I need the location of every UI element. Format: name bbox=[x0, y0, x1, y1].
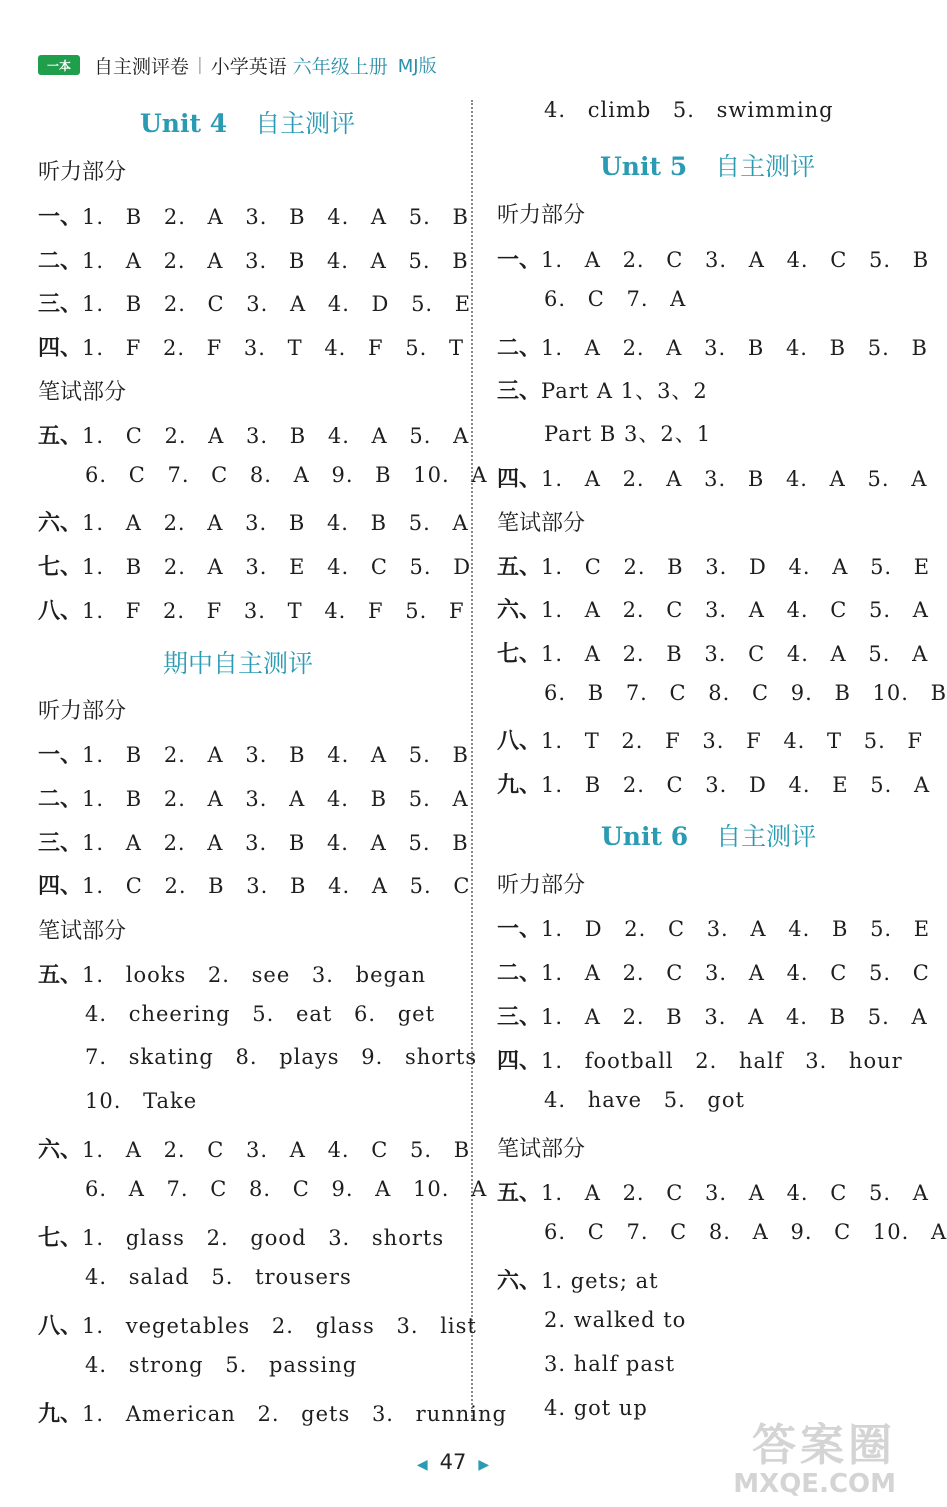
page-number: 47 bbox=[439, 1450, 467, 1474]
answer-row: 四、1. football 2. half 3. hour bbox=[497, 1049, 903, 1074]
answer-row: 七、1. B 2. A 3. E 4. C 5. D bbox=[38, 555, 472, 580]
answer-row: 3. half past bbox=[544, 1352, 676, 1376]
unit4-label: Unit 4 bbox=[140, 109, 228, 138]
answer-row: 6. C 7. C 8. A 9. B 10. A bbox=[85, 463, 488, 487]
column-divider bbox=[471, 100, 473, 1420]
answer-row: 四、1. C 2. B 3. B 4. A 5. C bbox=[38, 874, 471, 899]
answer-row: 五、1. A 2. C 3. A 4. C 5. A bbox=[497, 1181, 929, 1206]
answer-row: 八、1. vegetables 2. glass 3. list bbox=[38, 1314, 477, 1339]
answer-row: 4. cheering 5. eat 6. get bbox=[85, 1002, 436, 1026]
prev-page-icon[interactable]: ◀ bbox=[416, 1457, 428, 1473]
answer-row: 一、1. B 2. A 3. B 4. A 5. B bbox=[38, 743, 469, 768]
answer-row: 五、1. C 2. A 3. B 4. A 5. A bbox=[38, 424, 470, 449]
answer-row: Part B 3、2、1 bbox=[544, 422, 712, 446]
answer-row: 二、1. A 2. C 3. A 4. C 5. C bbox=[497, 961, 930, 986]
unit5-title: 自主测评 bbox=[715, 152, 816, 181]
answer-row: 6. C 7. A bbox=[544, 287, 687, 311]
answer-row: 六、1. A 2. A 3. B 4. B 5. A bbox=[38, 511, 469, 536]
watermark-logo: 答案圈 bbox=[752, 1420, 896, 1472]
header-title: 自主测评卷 bbox=[94, 55, 190, 78]
unit6-writing-heading: 笔试部分 bbox=[497, 1137, 586, 1162]
unit5-writing-heading: 笔试部分 bbox=[497, 511, 586, 536]
answer-row: 4. strong 5. passing bbox=[85, 1353, 358, 1377]
answer-row: 一、1. B 2. A 3. B 4. A 5. B bbox=[38, 205, 469, 230]
unit6-label: Unit 6 bbox=[601, 822, 689, 851]
answer-row: 二、1. A 2. A 3. B 4. A 5. B bbox=[38, 249, 469, 274]
answer-row: 五、1. looks 2. see 3. began bbox=[38, 963, 426, 988]
answer-row: 4. salad 5. trousers bbox=[85, 1265, 352, 1289]
answer-row: 九、1. American 2. gets 3. running bbox=[38, 1402, 507, 1427]
answer-row: 六、1. gets; at bbox=[497, 1269, 659, 1294]
unit6-listening-heading: 听力部分 bbox=[497, 873, 586, 898]
answer-row: 6. A 7. C 8. C 9. A 10. A bbox=[85, 1177, 488, 1201]
brand-logo: 一本 bbox=[38, 55, 80, 75]
midterm-writing-heading: 笔试部分 bbox=[38, 919, 127, 944]
unit6-title: 自主测评 bbox=[716, 822, 817, 851]
answer-row: 七、1. A 2. B 3. C 4. A 5. A bbox=[497, 642, 929, 667]
next-page-icon[interactable]: ▶ bbox=[478, 1457, 490, 1473]
unit6-heading bbox=[601, 817, 816, 853]
answer-row: 四、1. A 2. A 3. B 4. A 5. A bbox=[497, 467, 928, 492]
answer-row: 2. walked to bbox=[544, 1308, 687, 1332]
header-grade: 六年级上册 bbox=[292, 55, 388, 78]
answer-row: 三、1. B 2. C 3. A 4. D 5. E bbox=[38, 292, 472, 317]
answer-row: 九、1. B 2. C 3. D 4. E 5. A bbox=[497, 773, 931, 798]
answer-row: 二、1. A 2. A 3. B 4. B 5. B bbox=[497, 336, 928, 361]
answer-row: 八、1. F 2. F 3. T 4. F 5. F bbox=[38, 599, 465, 624]
answer-row: 四、1. F 2. F 3. T 4. F 5. T bbox=[38, 336, 464, 361]
answer-row: 五、1. C 2. B 3. D 4. A 5. E bbox=[497, 555, 931, 580]
header-separator: | bbox=[197, 55, 203, 75]
answer-row: 4. got up bbox=[544, 1396, 648, 1420]
header-subject: 小学英语 bbox=[210, 55, 287, 78]
watermark-url: MXQE.COM bbox=[733, 1469, 896, 1500]
answer-row: 6. C 7. C 8. A 9. C 10. A bbox=[544, 1220, 947, 1244]
answer-row: 6. B 7. C 8. C 9. B 10. B bbox=[544, 681, 947, 705]
answer-row: 六、1. A 2. C 3. A 4. C 5. B bbox=[38, 1138, 471, 1163]
answer-row: 10. Take bbox=[85, 1089, 198, 1113]
midterm-listening-heading: 听力部分 bbox=[38, 699, 127, 724]
unit5-label: Unit 5 bbox=[600, 152, 688, 181]
unit4-heading bbox=[140, 104, 355, 140]
answer-row: 7. skating 8. plays 9. shorts bbox=[85, 1045, 478, 1069]
unit4-title: 自主测评 bbox=[255, 109, 356, 138]
answer-row: 三、1. A 2. A 3. B 4. A 5. B bbox=[38, 831, 469, 856]
answer-row: 三、Part A 1、3、2 bbox=[497, 379, 708, 404]
answer-row: 4. have 5. got bbox=[544, 1088, 745, 1112]
answer-row: 一、1. A 2. C 3. A 4. C 5. B bbox=[497, 248, 930, 273]
unit4-writing-heading: 笔试部分 bbox=[38, 380, 127, 405]
midterm-title: 期中自主测评 bbox=[163, 649, 314, 678]
unit4-listening-heading: 听力部分 bbox=[38, 160, 127, 185]
answer-row: 三、1. A 2. B 3. A 4. B 5. A bbox=[497, 1005, 928, 1030]
unit5-heading bbox=[600, 147, 815, 183]
page-header bbox=[38, 50, 437, 80]
unit5-listening-heading: 听力部分 bbox=[497, 203, 586, 228]
answer-row: 二、1. B 2. A 3. A 4. B 5. A bbox=[38, 787, 469, 812]
carryover-row: 4. climb 5. swimming bbox=[544, 98, 834, 122]
answer-row: 一、1. D 2. C 3. A 4. B 5. E bbox=[497, 917, 931, 942]
header-version: MJ版 bbox=[397, 56, 437, 77]
answer-row: 六、1. A 2. C 3. A 4. C 5. A bbox=[497, 598, 929, 623]
answer-row: 七、1. glass 2. good 3. shorts bbox=[38, 1226, 445, 1251]
watermark bbox=[733, 1422, 896, 1499]
answer-row: 八、1. T 2. F 3. F 4. T 5. F bbox=[497, 729, 923, 754]
